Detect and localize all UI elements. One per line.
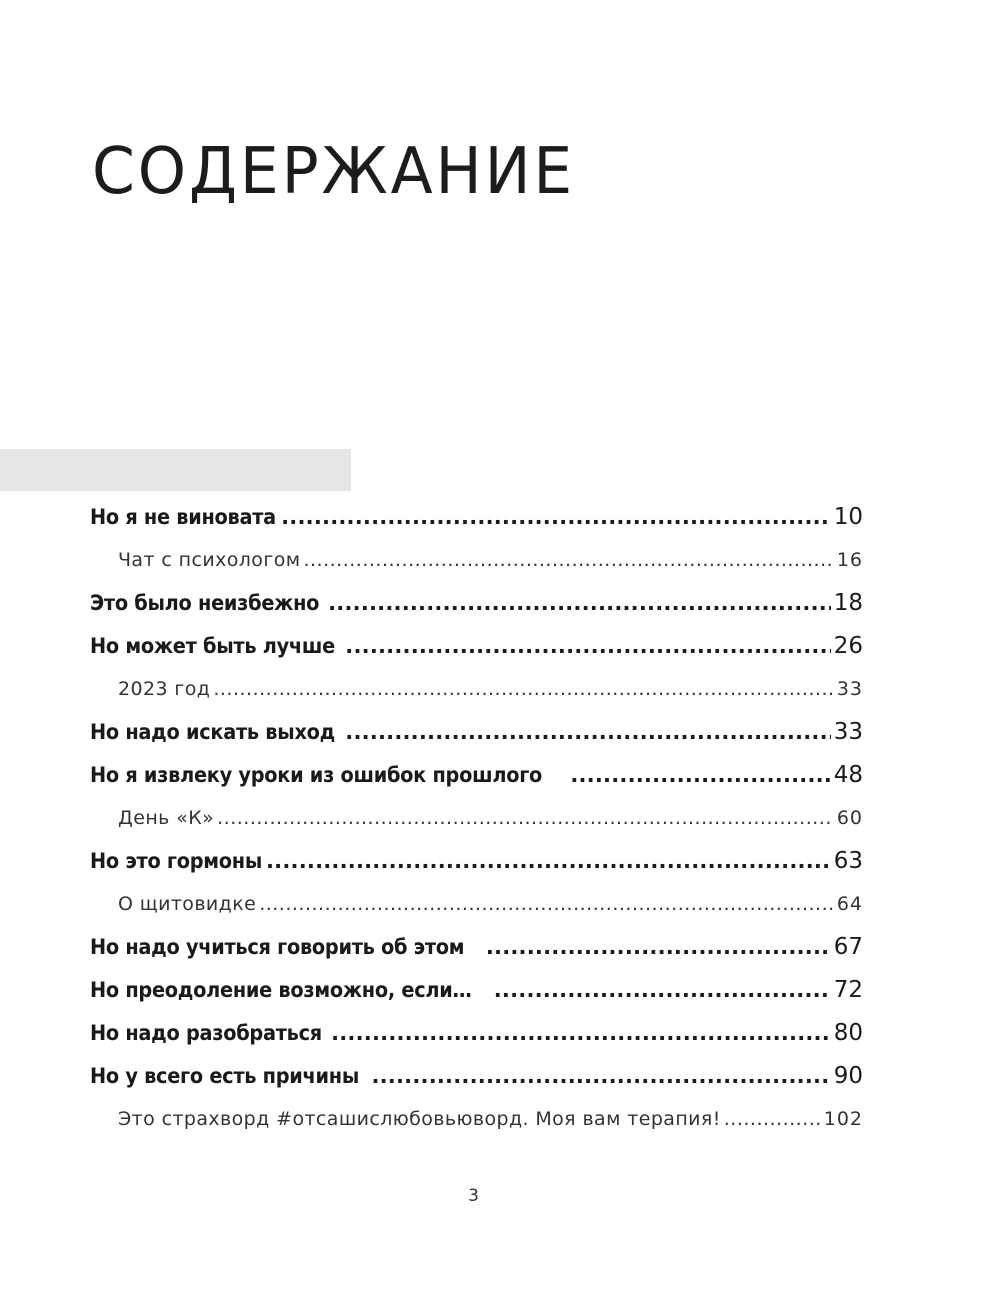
toc-entry-page: 80 bbox=[833, 1020, 863, 1046]
toc-entry-title: Но я извлеку уроки из ошибок прошлого bbox=[90, 763, 543, 787]
dot-leader bbox=[486, 926, 831, 969]
toc-entry[interactable] bbox=[90, 1098, 863, 1141]
toc-entry[interactable] bbox=[90, 883, 863, 926]
toc-entry-title: Но преодоление возможно, если… bbox=[90, 978, 472, 1002]
page-title: СОДЕРЖАНИЕ bbox=[92, 135, 576, 209]
toc-entry[interactable] bbox=[90, 754, 863, 797]
toc-entry[interactable] bbox=[90, 711, 863, 754]
toc-entry[interactable] bbox=[90, 926, 863, 969]
toc-entry[interactable] bbox=[90, 969, 863, 1012]
toc-entry-title: Это страхворд #отсашислюбовьюворд. Моя вам терапия! bbox=[118, 1108, 721, 1130]
toc-entry[interactable] bbox=[90, 840, 863, 883]
toc-entry[interactable] bbox=[90, 582, 863, 625]
toc-entry-title: Но надо учиться говорить об этом bbox=[90, 935, 465, 959]
dot-leader bbox=[217, 797, 834, 840]
toc-entry-title: Но надо искать выход bbox=[90, 720, 335, 744]
toc-entry-page: 67 bbox=[833, 934, 863, 960]
dot-leader bbox=[259, 883, 834, 926]
toc-entry-page: 10 bbox=[833, 504, 863, 530]
dot-leader bbox=[328, 582, 831, 625]
toc-entry[interactable] bbox=[90, 797, 863, 840]
dot-leader bbox=[570, 754, 830, 797]
dot-leader bbox=[724, 1098, 821, 1141]
toc-entry-page: 102 bbox=[823, 1108, 863, 1130]
toc-entry[interactable] bbox=[90, 539, 863, 582]
dot-leader bbox=[331, 1012, 831, 1055]
toc-entry-title: Чат с психологом bbox=[118, 549, 301, 571]
table-of-contents bbox=[90, 496, 863, 1141]
toc-entry-title: Но у всего есть причины bbox=[90, 1064, 360, 1088]
toc-entry-page: 64 bbox=[836, 893, 863, 915]
toc-entry[interactable] bbox=[90, 1055, 863, 1098]
toc-entry-page: 33 bbox=[836, 678, 863, 700]
toc-entry-title: Это было неизбежно bbox=[90, 591, 320, 615]
toc-entry-title: Но может быть лучше bbox=[90, 634, 335, 658]
toc-entry-title: 2023 год bbox=[118, 678, 211, 700]
dot-leader bbox=[345, 625, 830, 668]
toc-entry-title: Но я не виновата bbox=[90, 505, 276, 529]
toc-entry-title: Но это гормоны bbox=[90, 849, 263, 873]
dot-leader bbox=[494, 969, 831, 1012]
toc-entry-page: 63 bbox=[833, 848, 863, 874]
toc-entry-page: 33 bbox=[833, 719, 863, 745]
toc-entry-page: 48 bbox=[833, 762, 863, 788]
toc-entry-page: 72 bbox=[833, 977, 863, 1003]
toc-entry-title: День «К» bbox=[118, 807, 215, 829]
toc-entry-page: 90 bbox=[833, 1063, 863, 1089]
toc-entry-page: 60 bbox=[836, 807, 863, 829]
dot-leader bbox=[266, 840, 831, 883]
dot-leader bbox=[303, 539, 833, 582]
dot-leader bbox=[345, 711, 830, 754]
toc-entry-page: 18 bbox=[833, 590, 863, 616]
toc-entry-page: 16 bbox=[836, 549, 863, 571]
toc-entry-title: Но надо разобраться bbox=[90, 1021, 322, 1045]
toc-entry[interactable] bbox=[90, 668, 863, 711]
toc-entry-title: О щитовидке bbox=[118, 893, 257, 915]
page-number: 3 bbox=[468, 1186, 479, 1206]
decorative-bar bbox=[0, 449, 351, 491]
dot-leader bbox=[281, 496, 831, 539]
toc-entry[interactable] bbox=[90, 1012, 863, 1055]
toc-entry[interactable] bbox=[90, 496, 863, 539]
toc-entry-page: 26 bbox=[833, 633, 863, 659]
dot-leader bbox=[371, 1055, 830, 1098]
dot-leader bbox=[213, 668, 833, 711]
toc-entry[interactable] bbox=[90, 625, 863, 668]
